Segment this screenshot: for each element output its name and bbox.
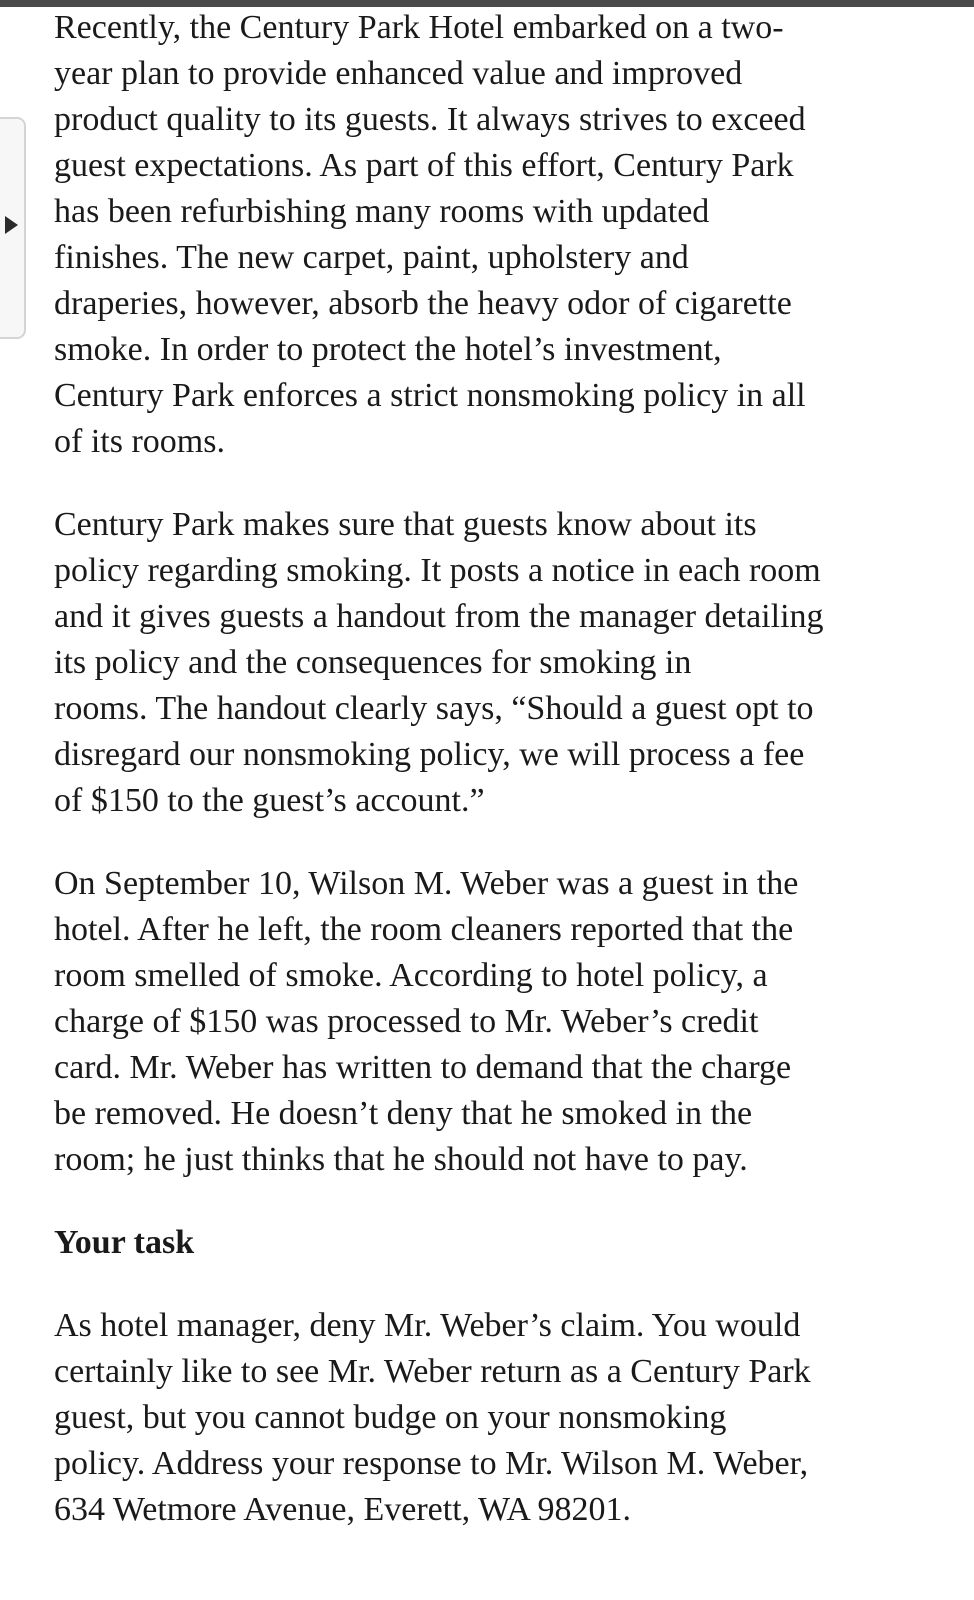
paragraph-policy-notice (54, 502, 954, 824)
section-heading: Your task (54, 1224, 195, 1261)
text-line: certainly like to see Mr. Weber return as a Century Park (54, 1353, 811, 1390)
triangle-right-icon[interactable] (5, 216, 18, 234)
text-line: of its rooms. (54, 423, 225, 460)
text-line: and it gives guests a handout from the manager detailing (54, 598, 824, 635)
paragraph-incident (54, 861, 954, 1183)
text-line: policy regarding smoking. It posts a notice in each room (54, 552, 821, 589)
text-line: of $150 to the guest’s account.” (54, 782, 485, 819)
text-line: guest expectations. As part of this effort, Century Park (54, 147, 794, 184)
text-line: smoke. In order to protect the hotel’s investment, (54, 331, 722, 368)
text-line: finishes. The new carpet, paint, upholstery and (54, 239, 689, 276)
text-line: its policy and the consequences for smoking in (54, 644, 692, 681)
text-line: 634 Wetmore Avenue, Everett, WA 98201. (54, 1491, 632, 1528)
text-line: policy. Address your response to Mr. Wilson M. Weber, (54, 1445, 809, 1482)
text-line: year plan to provide enhanced value and improved (54, 55, 743, 92)
text-line: draperies, however, absorb the heavy odor of cigarette (54, 285, 792, 322)
text-line: room; he just thinks that he should not have to pay. (54, 1141, 748, 1178)
text-line: disregard our nonsmoking policy, we will process a fee (54, 736, 805, 773)
text-line: Century Park enforces a strict nonsmoking policy in all (54, 377, 806, 414)
document-body (54, 5, 954, 1533)
paragraph-task (54, 1303, 954, 1533)
text-line: hotel. After he left, the room cleaners reported that the (54, 911, 794, 948)
text-line: card. Mr. Weber has written to demand that the charge (54, 1049, 792, 1086)
paragraph-intro (54, 5, 954, 465)
text-line: has been refurbishing many rooms with updated (54, 193, 710, 230)
text-line: product quality to its guests. It always strives to exceed (54, 101, 806, 138)
text-line: charge of $150 was processed to Mr. Weber’s credit (54, 1003, 759, 1040)
text-line: Century Park makes sure that guests know about its (54, 506, 757, 543)
text-line: room smelled of smoke. According to hotel policy, a (54, 957, 768, 994)
text-line: On September 10, Wilson M. Weber was a guest in the (54, 865, 799, 902)
text-line: rooms. The handout clearly says, “Should a guest opt to (54, 690, 814, 727)
text-line: be removed. He doesn’t deny that he smoked in the (54, 1095, 753, 1132)
text-line: As hotel manager, deny Mr. Weber’s claim. You would (54, 1307, 801, 1344)
text-line: guest, but you cannot budge on your nonsmoking (54, 1399, 727, 1436)
text-line: Recently, the Century Park Hotel embarked on a two- (54, 9, 784, 46)
